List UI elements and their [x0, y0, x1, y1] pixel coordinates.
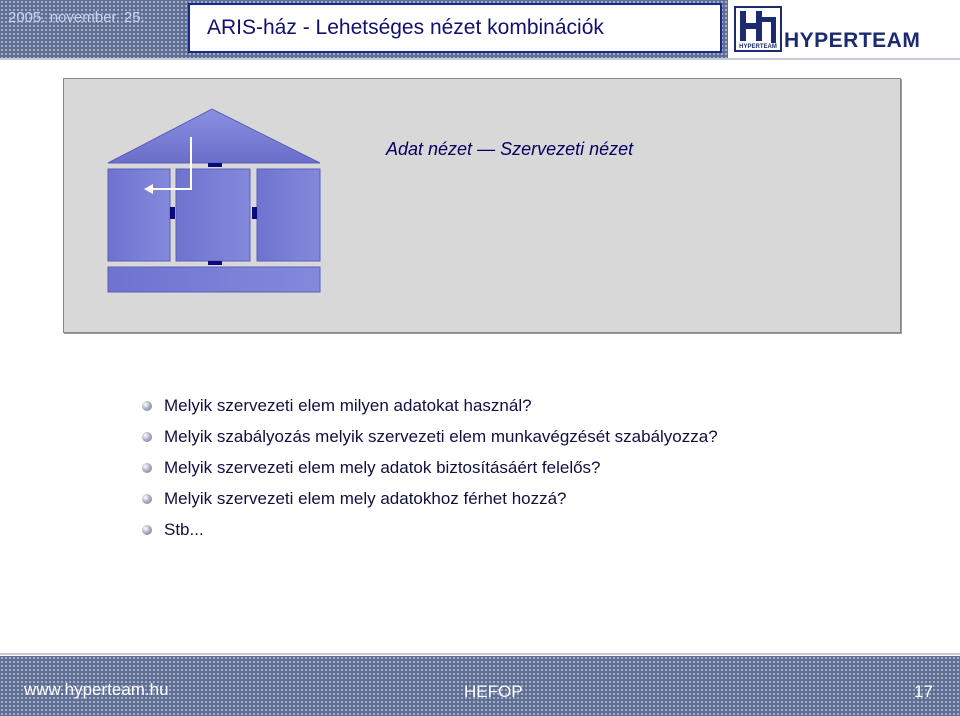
bullet-icon	[142, 494, 152, 504]
bullet-icon	[142, 463, 152, 473]
logo-text: HYPERTEAM	[784, 29, 921, 52]
bullet-icon	[142, 432, 152, 442]
footer-bar	[0, 656, 960, 716]
logo-small-text: HYPERTEAM	[739, 44, 777, 50]
list-item-text: Stb...	[164, 520, 204, 539]
bullet-icon	[142, 525, 152, 535]
logo	[728, 0, 960, 58]
footer-program: HEFOP	[464, 682, 523, 701]
footer-divider	[0, 653, 960, 655]
slide-date: 2005. november. 25.	[8, 9, 145, 26]
list-item	[142, 454, 718, 485]
list-item	[142, 516, 718, 547]
base-product-view	[108, 267, 320, 292]
list-item-text: Melyik szervezeti elem mely adatok biztosításáért felelős?	[164, 458, 601, 477]
diagram-label	[386, 139, 633, 160]
list-item-text: Melyik szabályozás melyik szervezeti elem munkavégzését szabályozza?	[164, 427, 718, 446]
roof-organization-view	[108, 109, 320, 163]
connector-marker	[252, 207, 257, 219]
header-divider	[0, 58, 960, 60]
list-item-text: Melyik szervezeti elem milyen adatokat használ?	[164, 396, 532, 415]
slide-title: ARIS-ház - Lehetséges nézet kombinációk	[207, 16, 604, 39]
page-number: 17	[914, 682, 933, 701]
list-item	[142, 392, 718, 423]
footer-url-link[interactable]: www.hyperteam.hu	[24, 680, 169, 699]
connector-marker	[208, 261, 222, 265]
column-data-view	[108, 169, 170, 261]
header-bar	[0, 0, 960, 58]
label-separator: —	[477, 139, 496, 159]
list-item	[142, 423, 718, 454]
hyperteam-logo-icon	[734, 6, 782, 52]
aris-house-diagram	[106, 107, 326, 297]
list-item	[142, 485, 718, 516]
title-box	[188, 3, 722, 53]
view-diagram-box	[63, 78, 901, 333]
data-view-label: Adat nézet	[386, 139, 473, 159]
column-function-view	[257, 169, 320, 261]
connector-marker	[170, 207, 175, 219]
question-list	[142, 392, 718, 547]
list-item-text: Melyik szervezeti elem mely adatokhoz férhet hozzá?	[164, 489, 567, 508]
connector-marker	[208, 163, 222, 167]
organization-view-label: Szervezeti nézet	[500, 139, 634, 159]
column-control-view	[176, 169, 250, 261]
bullet-icon	[142, 401, 152, 411]
